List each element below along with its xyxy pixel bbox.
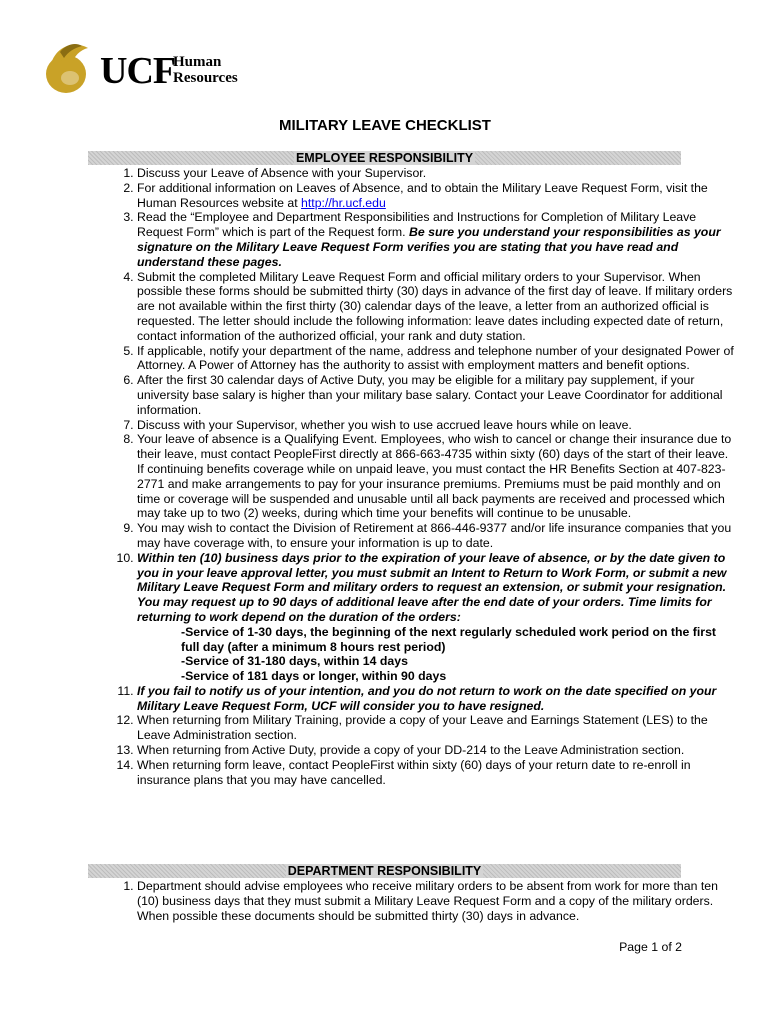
item-text: Discuss your Leave of Absence with your Supervisor. (137, 166, 427, 180)
checklist-item (137, 418, 735, 433)
logo-line-human: Human (173, 54, 222, 70)
service-duration-rule: -Service of 31-180 days, within 14 days (181, 654, 408, 669)
logo-hr-text (173, 54, 238, 86)
item-text: When returning from Active Duty, provide a copy of your DD-214 to the Leave Administration section. (137, 743, 685, 758)
employee-checklist (88, 166, 735, 787)
item-text: Submit the completed Military Leave Request Form and official military orders to your Supervisor. When possible these forms should be submitted thirty (30) days in advance of the first day of leave. If military orders are not available within the first thirty (30) calendar days of the leave, a letter from an authorized official is requested. The letter should include the following information: leave dates including expected date of return, contact information of the authorized official, your rank and duty station. (137, 269, 733, 343)
checklist-item (137, 344, 735, 374)
item-emphasis: If you fail to notify us of your intention, and you do not return to work on the date specified on your Military Leave Request Form, UCF will consider you to have resigned. (137, 683, 717, 713)
logo-line-resources: Resources (173, 70, 238, 86)
department-section-header (88, 864, 681, 878)
item-text: Read the “Employee and Department Responsibilities and Instructions for Completion of Military Leave Request Form” which is part of the Request form. (137, 210, 697, 240)
ucf-hr-logo (40, 38, 250, 98)
service-duration-rule: -Service of 1-30 days, the beginning of the next regularly scheduled work period on the first full day (after a minimum 8 hours rest period) (181, 624, 717, 654)
checklist-item (137, 879, 735, 923)
item-emphasis: Within ten (10) business days prior to the expiration of your leave of absence, or by the date given to you in your leave approval letter, you must submit an Intent to Return to Work Form, or submit a new Military Leave Request Form and military orders to request an extension, or submit your resignation. You may request up to 90 days of additional leave after the end date of your orders. Time limits for returning to work depend on the duration of the orders: (137, 550, 727, 624)
item-text: After the first 30 calendar days of Active Duty, you may be eligible for a military pay supplement, if your university base salary is higher than your military base salary. Contact your Leave Coordinator for additional information. (137, 373, 723, 417)
checklist-item (137, 758, 735, 788)
employee-section-header-text: EMPLOYEE RESPONSIBILITY (295, 151, 474, 165)
checklist-item (137, 166, 735, 181)
checklist-item (137, 210, 735, 269)
checklist-item (137, 521, 735, 551)
checklist-item (137, 373, 735, 417)
page-number: Page 1 of 2 (619, 940, 682, 954)
page-title: MILITARY LEAVE CHECKLIST (279, 117, 491, 134)
item-text: When returning form leave, contact PeopleFirst within sixty (60) days of your return date to re-enroll in insurance plans that you may have cancelled. (137, 757, 691, 787)
department-checklist (88, 879, 735, 923)
hr-website-link[interactable]: http://hr.ucf.edu (301, 195, 386, 210)
department-section-header-text: DEPARTMENT RESPONSIBILITY (287, 864, 482, 878)
pegasus-icon (40, 38, 104, 98)
item-text: When returning from Military Training, provide a copy of your Leave and Earnings Statement (LES) to the Leave Administration section. (137, 713, 708, 743)
checklist-item (137, 432, 735, 521)
item-emphasis: Be sure you understand your responsibilities as your signature on the Military Leave Request Form verifies you are stating that you have read and understand these pages. (137, 225, 721, 269)
item-text: Discuss with your Supervisor, whether you wish to use accrued leave hours while on leave. (137, 417, 632, 432)
employee-section-header (88, 151, 681, 165)
item-text: For additional information on Leaves of Absence, and to obtain the Military Leave Request Form, visit the Human Resources website at (137, 180, 708, 210)
checklist-item (137, 713, 735, 743)
service-duration-rule: -Service of 181 days or longer, within 90 days (181, 669, 447, 684)
checklist-item (137, 684, 735, 714)
item-text: Your leave of absence is a Qualifying Event. Employees, who wish to cancel or change their insurance due to their leave, must contact PeopleFirst directly at 866-663-4735 within sixty (60) days of the start of their leave. If continuing benefits coverage while on unpaid leave, you must contact the HR Benefits Section at 407-823-2771 and make arrangements to pay for your insurance premiums. Premiums must be paid monthly and on time or coverage will be suspended and unusable until all back payments are received and processed which may take up to two (2) weeks, during which time your benefits will continue to be unusable. (137, 432, 732, 521)
checklist-item (137, 551, 735, 684)
item-text: If applicable, notify your department of the name, address and telephone number of your designated Power of Attorney. A Power of Attorney has the authority to assist with employment matters and benefit options. (137, 343, 734, 373)
checklist-item (137, 270, 735, 344)
logo-ucf-text: UCF (100, 50, 176, 92)
item-text: Department should advise employees who receive military orders to be absent from work for more than ten (10) business days that they must submit a Military Leave Request Form and a copy of the military orders. When possible these documents should be submitted thirty (30) days in advance. (137, 879, 718, 923)
item-text: You may wish to contact the Division of Retirement at 866-446-9377 and/or life insurance companies that you may have coverage with, to ensure your information is up to date. (137, 521, 732, 550)
checklist-item (137, 743, 735, 758)
checklist-item (137, 181, 735, 211)
